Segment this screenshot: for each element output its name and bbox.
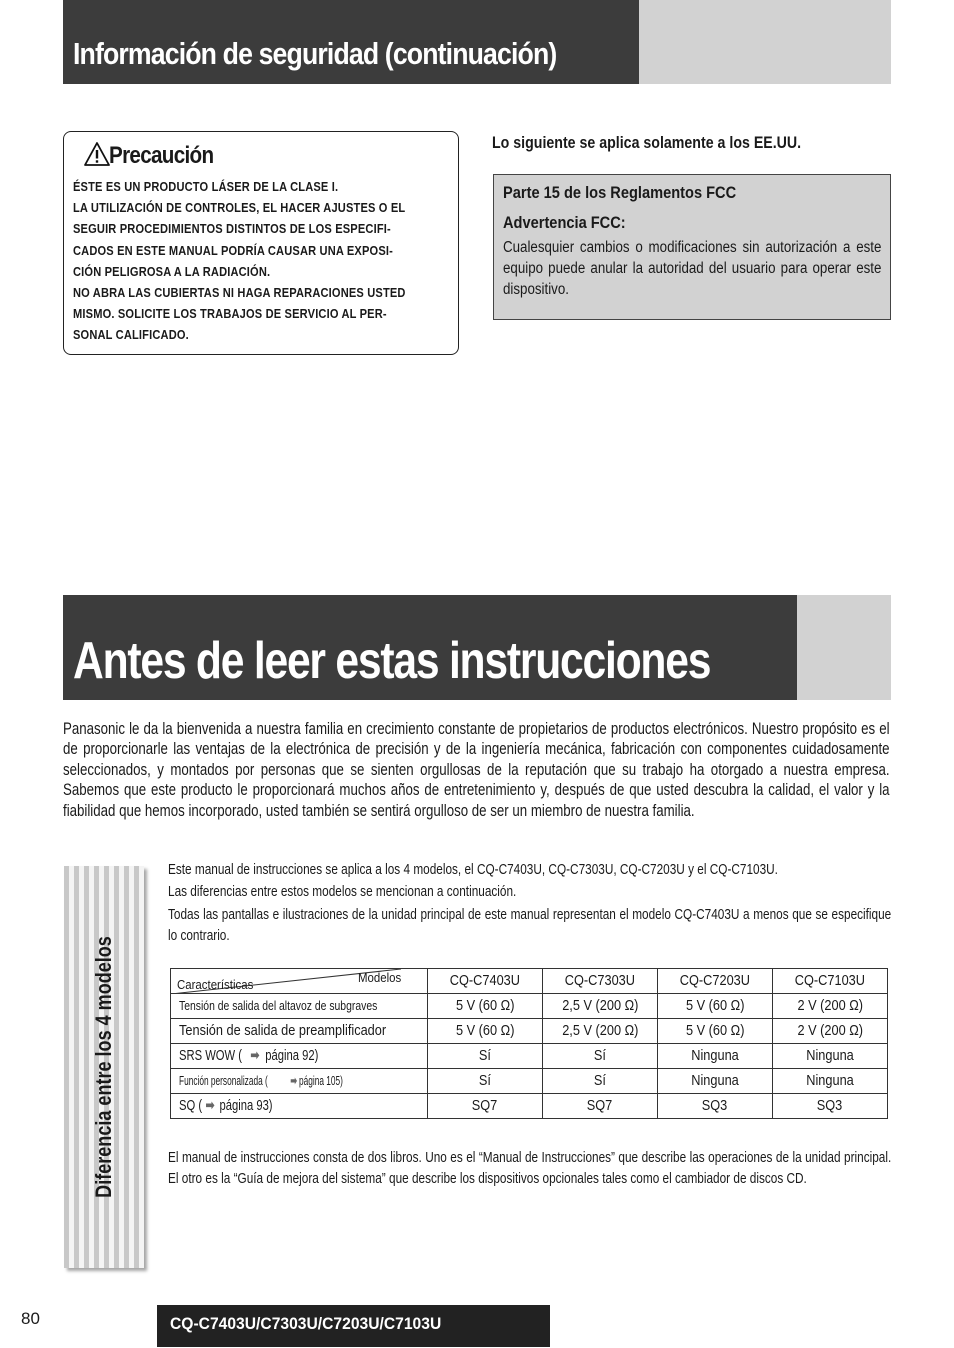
table-cell: 5 V (60 Ω) bbox=[657, 1019, 772, 1044]
side-tab-label: Diferencia entre los 4 modelos bbox=[91, 936, 116, 1198]
row-label: Tensión de salida de preamplificador bbox=[171, 1019, 428, 1044]
arrow-right-icon: ➡ bbox=[290, 1073, 297, 1088]
caution-line: LA UTILIZACIÓN DE CONTROLES, EL HACER AJUSTES O EL bbox=[73, 200, 406, 216]
row-label: Tensión de salida del altavoz de subgraves bbox=[171, 994, 428, 1019]
table-cell: Sí bbox=[542, 1044, 657, 1069]
row-label: Función personalizada ( ➡ página 105) bbox=[171, 1069, 428, 1094]
table-cell: 2,5 V (200 Ω) bbox=[542, 1019, 657, 1044]
caution-line: CIÓN PELIGROSA A LA RADIACIÓN. bbox=[73, 263, 271, 279]
page-number: 80 bbox=[21, 1309, 40, 1328]
table-cell: 5 V (60 Ω) bbox=[657, 994, 772, 1019]
warning-triangle-icon bbox=[84, 142, 110, 166]
footer-model-label: CQ-C7403U/C7303U/C7203U/C7103U bbox=[170, 1314, 442, 1333]
column-header: CQ-C7203U bbox=[657, 969, 772, 994]
section-header-safety bbox=[63, 0, 891, 84]
models-paragraph-4: El manual de instrucciones consta de dos libros. Uno es el “Manual de Instrucciones” que describe las operaciones de la unidad principal. El otro es la “Guía de mejora del sistema” que describe los dispositivos opcionales tales como el cambiador de discos CD. bbox=[168, 1150, 892, 1187]
table-cell: Ninguna bbox=[657, 1069, 772, 1094]
table-cell: SQ7 bbox=[427, 1094, 542, 1119]
section-title-before: Antes de leer estas instrucciones bbox=[73, 632, 711, 690]
caution-box bbox=[63, 131, 459, 355]
models-paragraph-1: Este manual de instrucciones se aplica a los 4 modelos, el CQ-C7403U, CQ-C7303U, CQ-C7203U y el CQ-C7103U. bbox=[168, 862, 778, 878]
us-only-label: Lo siguiente se aplica solamente a los EE.UU. bbox=[492, 134, 802, 152]
table-cell: SQ3 bbox=[772, 1094, 887, 1119]
caution-line: SONAL CALIFICADO. bbox=[73, 327, 189, 343]
caution-line: ÉSTE ES UN PRODUCTO LÁSER DE LA CLASE I. bbox=[73, 179, 339, 194]
table-cell: 2 V (200 Ω) bbox=[772, 1019, 887, 1044]
intro-paragraph: Panasonic le da la bienvenida a nuestra familia en crecimiento constante de propietarios de productos electrónicos. Nuestro propósito es el de proporcionarle las ventajas de la electrónica de precisión y de la ingeniería mecánica, fabricación con componentes cuidadosamente seleccionados, y montados por personas que se sienten orgullosas de la reputación que su trabajo ha otorgado a nuestra empresa. Sabemos que este producto le proporcionará muchos años de entretenimiento y, después de que usted descubra la calidad, el valor y la fiabilidad que hemos incorporado, usted también se sentirá orgulloso de ser un miembro de nuestra familia. bbox=[63, 720, 890, 820]
corner-label-features: Características bbox=[177, 977, 254, 992]
table-cell: Sí bbox=[427, 1069, 542, 1094]
table-cell: SQ3 bbox=[657, 1094, 772, 1119]
caution-line: MISMO. SOLICITE LOS TRABAJOS DE SERVICIO AL PER- bbox=[73, 306, 387, 322]
caution-line: SEGUIR PROCEDIMIENTOS DISTINTOS DE LOS ESPECIFI- bbox=[73, 221, 391, 237]
table-row bbox=[171, 1069, 888, 1094]
table-cell: Ninguna bbox=[772, 1044, 887, 1069]
caution-line: NO ABRA LAS CUBIERTAS NI HAGA REPARACIONES USTED bbox=[73, 285, 406, 301]
table-cell: Ninguna bbox=[772, 1069, 887, 1094]
fcc-subtitle: Advertencia FCC: bbox=[503, 213, 626, 232]
corner-label-models: Modelos bbox=[357, 970, 401, 985]
fcc-text: Cualesquier cambios o modificaciones sin autorización a este equipo puede anular la autoridad del usuario para operar este dispositivo. bbox=[503, 239, 882, 298]
column-header: CQ-C7403U bbox=[427, 969, 542, 994]
section-title-safety: Información de seguridad (continuación) bbox=[73, 36, 557, 71]
arrow-right-icon: ➡ bbox=[205, 1098, 215, 1114]
table-cell: Sí bbox=[427, 1044, 542, 1069]
caution-line: CADOS EN ESTE MANUAL PODRÍA CAUSAR UNA EXPOSI- bbox=[73, 242, 393, 258]
row-label: SQ ( ➡ página 93) bbox=[171, 1094, 428, 1119]
table-cell: 2 V (200 Ω) bbox=[772, 994, 887, 1019]
arrow-right-icon: ➡ bbox=[250, 1048, 261, 1064]
caution-text bbox=[73, 176, 451, 346]
table-corner-cell bbox=[171, 969, 428, 994]
fcc-title: Parte 15 de los Reglamentos FCC bbox=[503, 183, 737, 202]
model-comparison-table bbox=[170, 968, 888, 1119]
table-row bbox=[171, 1044, 888, 1069]
section-header-before bbox=[63, 595, 891, 700]
row-label: SRS WOW ( ➡ página 92) bbox=[171, 1044, 428, 1069]
models-paragraph-2: Las diferencias entre estos modelos se mencionan a continuación. bbox=[168, 884, 517, 900]
table-cell: 2,5 V (200 Ω) bbox=[542, 994, 657, 1019]
table-cell: 5 V (60 Ω) bbox=[427, 994, 542, 1019]
table-cell: SQ7 bbox=[542, 1094, 657, 1119]
column-header: CQ-C7103U bbox=[772, 969, 887, 994]
models-paragraph-3: Todas las pantallas e ilustraciones de la unidad principal de este manual representan el modelo CQ-C7403U a menos que se especifique lo contrario. bbox=[168, 907, 892, 944]
caution-title: Precaución bbox=[109, 142, 214, 169]
table-cell: Sí bbox=[542, 1069, 657, 1094]
footer-model-bar bbox=[157, 1305, 550, 1347]
side-tab bbox=[64, 866, 144, 1268]
table-cell: 5 V (60 Ω) bbox=[427, 1019, 542, 1044]
column-header: CQ-C7303U bbox=[542, 969, 657, 994]
table-row bbox=[171, 1094, 888, 1119]
fcc-box bbox=[493, 174, 891, 320]
table-row bbox=[171, 994, 888, 1019]
table-cell: Ninguna bbox=[657, 1044, 772, 1069]
table-header-row bbox=[171, 969, 888, 994]
table-row bbox=[171, 1019, 888, 1044]
